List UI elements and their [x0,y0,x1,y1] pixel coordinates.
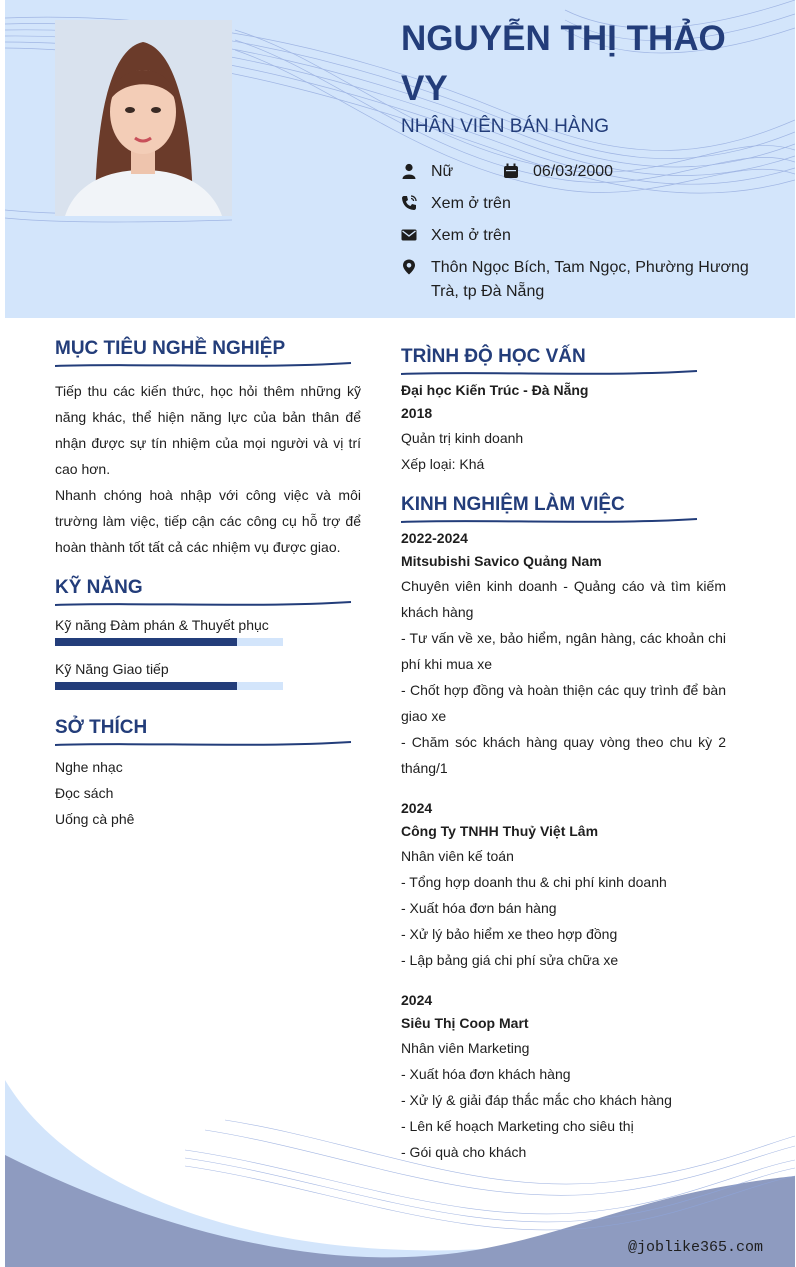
education-title: TRÌNH ĐỘ HỌC VẤN [401,346,586,367]
education-major: Quản trị kinh doanh [401,430,524,446]
hobbies-section [55,717,361,832]
experience-line: Nhân viên Marketing [401,1040,530,1056]
experience-line: Nhân viên kế toán [401,848,514,864]
objective-paragraph-2: Nhanh chóng hoà nhập với công việc và môi trường làm việc, tiếp cận các công cụ hỗ trợ để hoàn thành tốt tất cả các nhiệm vụ được giao. [55,487,361,555]
hobbies-title: SỞ THÍCH [55,717,148,738]
hobby-item: Nghe nhạc [55,759,123,775]
skill-bar [55,682,283,690]
candidate-name: NGUYỄN THỊ THẢO VY [401,19,726,108]
skill-bar-fill [55,638,237,646]
skill-bar-fill [55,682,237,690]
skills-title: KỸ NĂNG [55,577,143,598]
experience-line: - Xuất hóa đơn khách hàng [401,1066,571,1082]
experience-underline [401,516,701,526]
experience-line: - Tư vấn về xe, bảo hiểm, ngân hàng, các khoản chi phí khi mua xe [401,630,726,672]
address-value: Thôn Ngọc Bích, Tam Ngọc, Phường Hương Trà, tp Đà Nẵng [431,259,749,300]
objective-paragraph-1: Tiếp thu các kiến thức, học hỏi thêm những kỹ năng khác, thể hiện năng lực của bản thân để nhận được sự tín nhiệm của mọi người và vị trí cao hơn. [55,383,361,477]
experience-section [401,494,726,1165]
education-section [401,346,726,477]
education-grade: Xếp loại: Khá [401,456,485,472]
skills-section [55,577,361,690]
experience-company: Siêu Thị Coop Mart [401,1015,529,1031]
hobby-item: Đọc sách [55,785,114,801]
phone-value: Xem ở trên [431,195,511,212]
experience-line: Chuyên viên kinh doanh - Quảng cáo và tìm kiếm khách hàng [401,578,726,620]
experience-item [401,989,726,1165]
experience-item [401,797,726,973]
email-row [401,224,731,248]
experience-line: - Lập bảng giá chi phí sửa chữa xe [401,952,619,968]
education-underline [401,368,701,378]
skill-label: Kỹ năng Đàm phán & Thuyết phục [55,617,269,633]
experience-line: - Lên kế hoạch Marketing cho siêu thị [401,1118,634,1134]
skill-item [55,659,361,690]
education-school: Đại học Kiến Trúc - Đà Nẵng [401,382,589,398]
experience-line: - Chăm sóc khách hàng quay vòng theo chu kỳ 2 tháng/1 [401,734,726,776]
phone-row [401,192,731,216]
profile-photo [55,20,232,216]
mail-icon [401,227,417,243]
watermark: @joblike365.com [628,1239,764,1256]
experience-company: Công Ty TNHH Thuỷ Việt Lâm [401,823,599,839]
experience-line: - Xuất hóa đơn bán hàng [401,900,557,916]
phone-icon [401,195,417,211]
experience-line: - Tổng hợp doanh thu & chi phí kinh doanh [401,874,667,890]
experience-item [401,527,726,781]
user-icon [401,163,417,179]
skill-bar [55,638,283,646]
location-icon [401,259,417,275]
experience-line: - Xử lý & giải đáp thắc mắc cho khách hàng [401,1092,672,1108]
hobby-item: Uống cà phê [55,811,135,827]
experience-line: - Xử lý bảo hiểm xe theo hợp đồng [401,926,618,942]
calendar-icon [503,163,519,179]
email-value: Xem ở trên [431,227,511,244]
experience-period: 2024 [401,800,433,816]
gender-value: Nữ [431,163,454,180]
experience-company: Mitsubishi Savico Quảng Nam [401,553,602,569]
education-year: 2018 [401,405,433,421]
skill-item [55,615,361,646]
gender-row [401,160,731,184]
skill-label: Kỹ Năng Giao tiếp [55,661,169,677]
skills-underline [55,599,355,609]
resume-page [5,0,795,1267]
objective-underline [55,360,355,370]
experience-period: 2022-2024 [401,530,468,546]
experience-line: - Chốt hợp đồng và hoàn thiện các quy trình để bàn giao xe [401,682,726,724]
experience-line: - Gói quà cho khách [401,1144,527,1160]
experience-title: KINH NGHIỆM LÀM VIỆC [401,494,625,515]
address-row [401,256,751,304]
hobbies-underline [55,739,355,749]
job-title: NHÂN VIÊN BÁN HÀNG [401,116,609,137]
objective-section [55,338,361,560]
experience-period: 2024 [401,992,433,1008]
objective-title: MỤC TIÊU NGHỀ NGHIỆP [55,338,286,359]
birthdate-value: 06/03/2000 [533,163,614,180]
